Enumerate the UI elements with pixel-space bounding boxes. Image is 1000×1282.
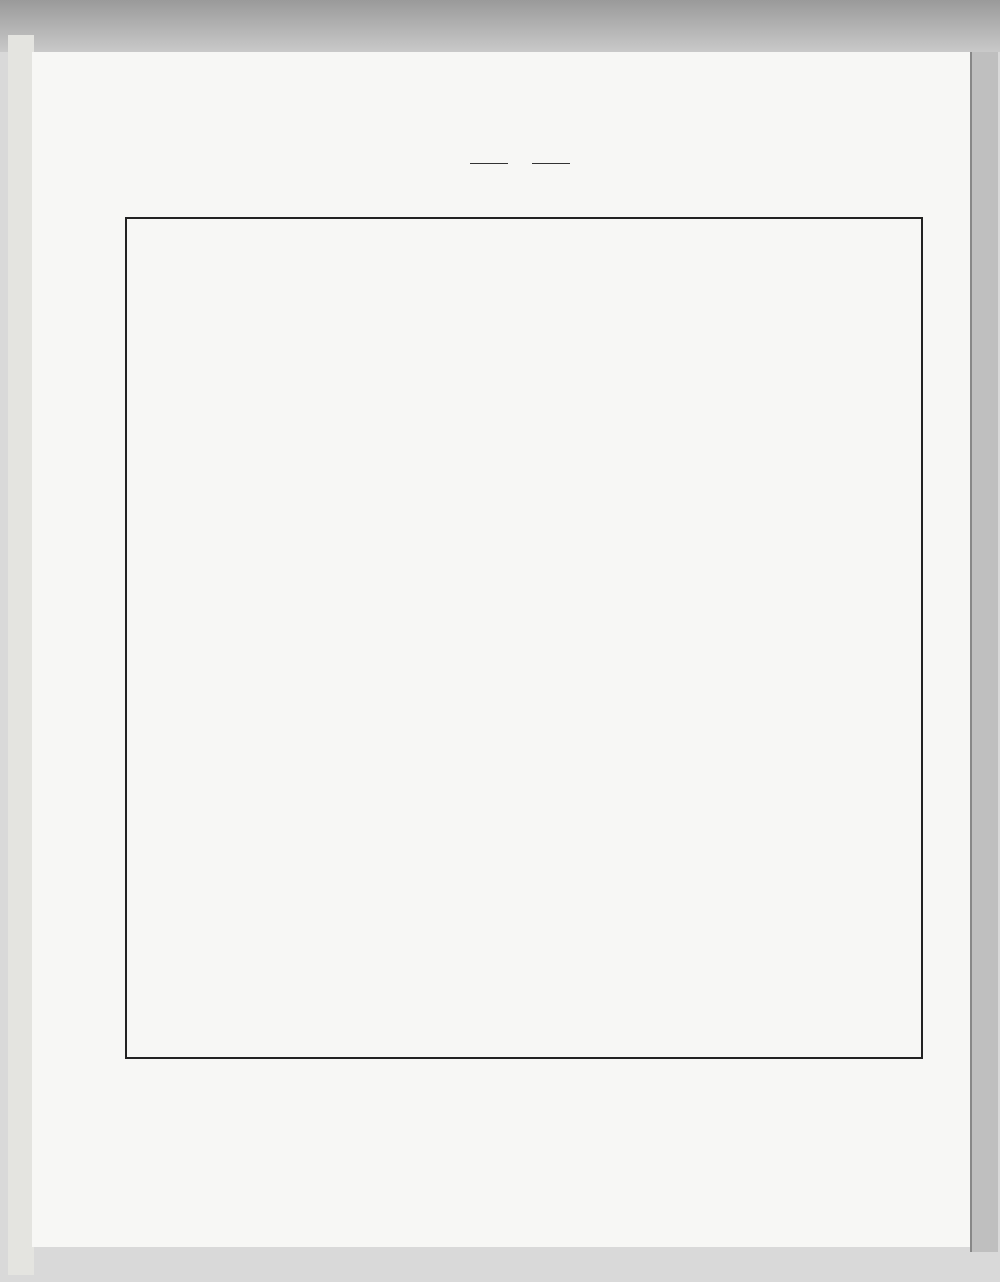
page-right-edge	[970, 52, 998, 1252]
table-frame	[125, 217, 923, 1059]
scan-top-strip	[0, 0, 1000, 52]
page-number	[440, 153, 600, 171]
page-left-edge	[8, 35, 34, 1275]
